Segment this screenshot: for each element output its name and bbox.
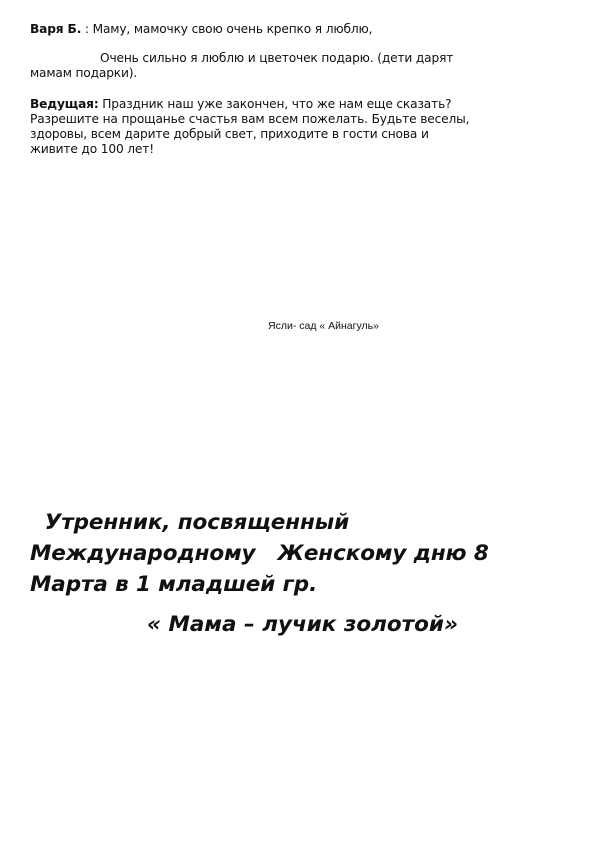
kindergarten-caption: Ясли- сад « Айнагуль» — [268, 320, 379, 332]
paragraph-line: здоровы, всем дарите добрый свет, приходите в гости снова и — [30, 127, 429, 141]
paragraph-line: Очень сильно я люблю и цветочек подарю. (дети дарят — [100, 51, 454, 65]
title-line: Марта в 1 младшей гр. — [30, 572, 318, 597]
paragraph-varya-continued — [30, 51, 565, 81]
paragraph-line: Разрешите на прощанье счастья вам всем пожелать. Будьте веселы, — [30, 112, 470, 126]
title-line: Международному Женскому дню 8 — [30, 541, 489, 566]
speaker-name: Ведущая: — [30, 97, 99, 111]
paragraph-host — [30, 97, 565, 157]
title-line: Утренник, посвященный — [30, 510, 350, 535]
paragraph-text: : Маму, мамочку свою очень крепко я люблю, — [81, 22, 373, 36]
event-title — [30, 507, 570, 600]
paragraph-line: живите до 100 лет! — [30, 142, 154, 156]
speaker-name: Варя Б. — [30, 22, 82, 36]
paragraph-line: мамам подарки). — [30, 66, 138, 80]
paragraph-line: Праздник наш уже закончен, что же нам еще сказать? — [98, 97, 452, 111]
paragraph-varya — [30, 22, 565, 37]
event-subtitle: « Мама – лучик золотой» — [147, 612, 458, 637]
